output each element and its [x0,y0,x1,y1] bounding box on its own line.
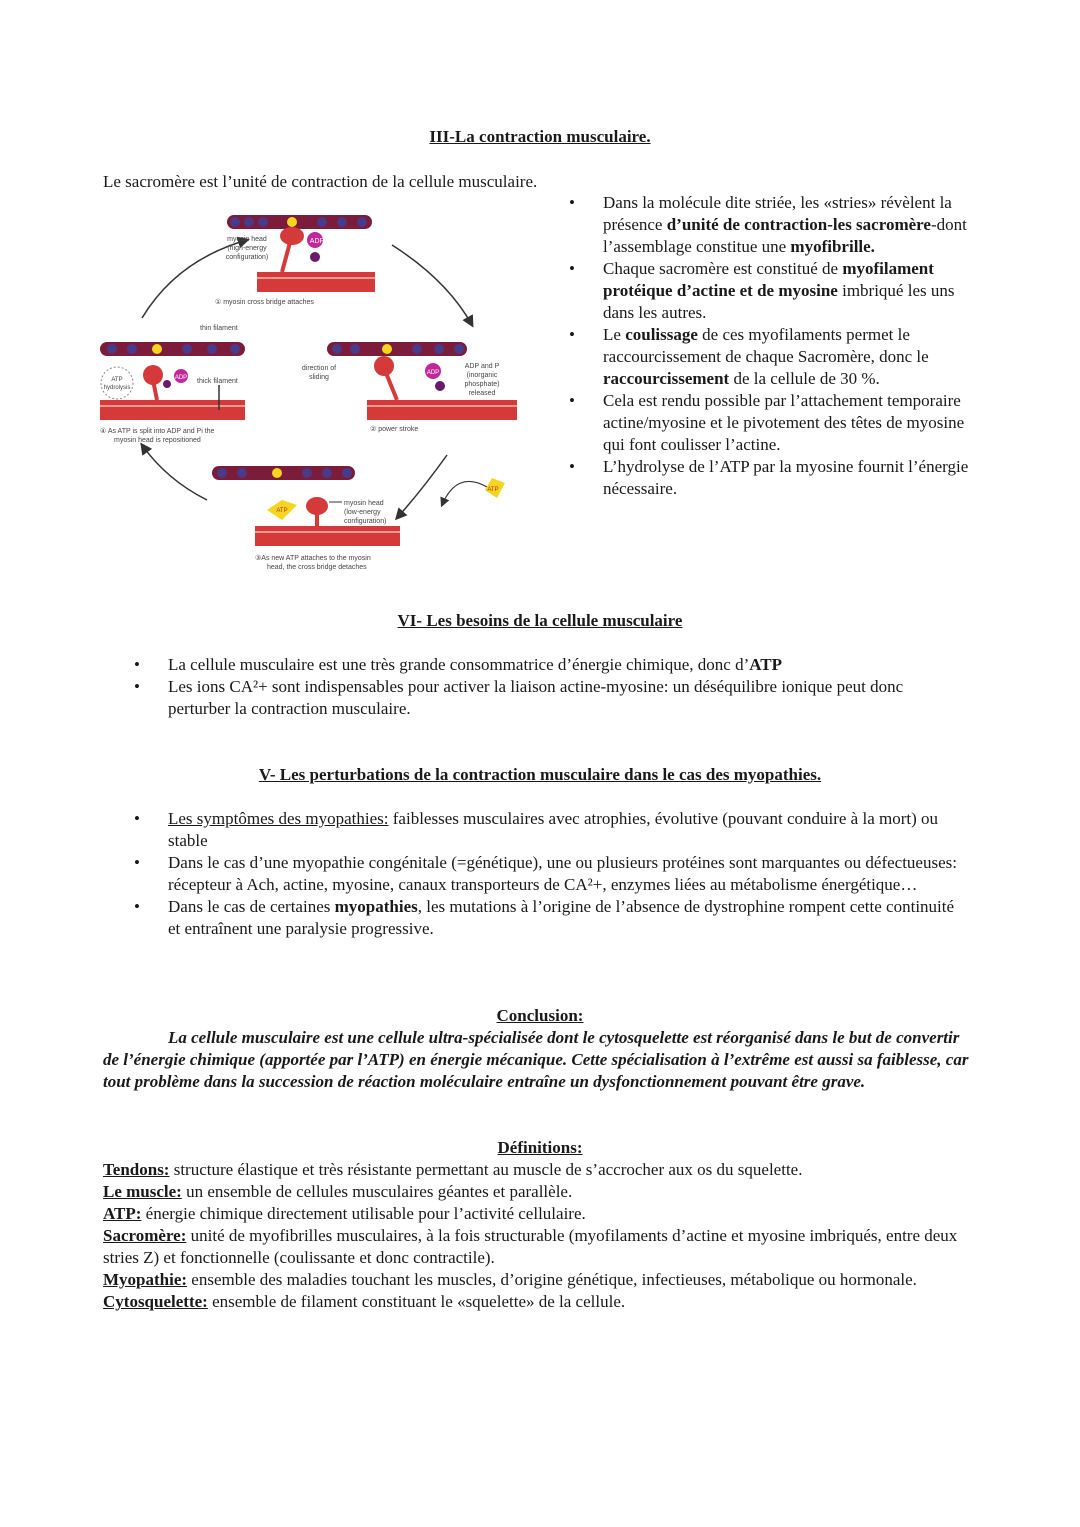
list-item: • Les ions CA²+ sont indispensables pour activer la liaison actine-myosine: un déséquilibre ionique peut donc perturber la contraction musculaire. [134,677,904,718]
list-item: • Dans le cas de certaines myopathies, les mutations à l’origine de l’absence de dystrophine rompent cette continuité et entraînent une paralysie progressive. [134,897,955,938]
definition-item: Le muscle: un ensemble de cellules musculaires géantes et parallèle. [103,1182,573,1201]
cross-bridge-cycle-diagram [97,200,537,580]
top-unit [215,215,375,306]
atp-arrow [442,481,487,505]
diagram-label: thick filament [197,378,238,385]
diagram-label: phosphate) [464,381,500,388]
left-unit [100,325,245,444]
definition-item: Tendons: structure élastique et très résistante permettant au muscle de s’accrocher aux os du squelette. [103,1160,803,1179]
diagram-label: (low-energy [344,509,381,516]
list-item: • La cellule musculaire est une très grande consommatrice d’énergie chimique, donc d’ATP [134,655,782,674]
adp-label: ADP [309,238,325,245]
conclusion-title: Conclusion: [496,1006,584,1025]
diagram-label: (high-energy [227,245,267,252]
diagram-label: ADP and P [464,363,500,370]
section6-bullets [134,654,968,720]
step3-label: head, the cross bridge detaches [267,564,367,571]
list-item: • Chaque sacromère est constitué de myofilament protéique d’actine et de myosine imbriqué les uns dans les autres. [569,259,955,322]
right-unit [327,342,517,433]
diagram-label: configuration) [344,518,387,525]
conclusion-text: La cellule musculaire est une cellule ultra-spécialisée dont le cytosquelette est réorganisé dans le but de convertir de l’énergie chimique (apportée par l’ATP) en énergie mécanique. Cette spécialisation à l’extrême est aussi sa faiblesse, car tout problème dans la succession de réaction moléculaire entraîne un dysfonctionnement pouvant être grave. [103,1028,969,1091]
step4-label: ④ As ATP is split into ADP and Pi the [100,428,215,435]
list-item: • Dans la molécule dite striée, les «stries» révèlent la présence d’unité de contraction-les sacromère-dont l’assemblage constitue une myofibrille. [569,193,967,256]
diagram-label: released [468,390,496,397]
diagram-label: (inorganic [466,372,498,379]
definitions-title: Définitions: [497,1138,583,1157]
section3-bullets [569,192,983,500]
atp-label: ATP [487,487,499,493]
definition-item: Sacromère: unité de myofibrilles musculaires, à la fois structurable (myofilaments d’actine et myosine imbriqués, entre deux stries Z) et fonctionnelle (coulissante et donc contractile). [103,1226,958,1267]
adp-label: ADP [174,375,188,381]
diagram-label: thin filament [200,325,238,332]
adp-label: ADP [426,370,440,376]
cycle-arrow [142,445,207,500]
list-item: • Les symptômes des myopathies: faiblesses musculaires avec atrophies, évolutive (pouvant conduire à la mort) ou stable [134,809,939,850]
diagram-label: hydrolysis [103,385,131,391]
atp-label: ATP [276,508,288,514]
section3-title: III-La contraction musculaire. [429,127,651,146]
diagram-label: sliding [309,374,329,381]
cycle-arrow [397,455,447,518]
step2-label: ② power stroke [370,426,419,433]
cycle-arrow [392,245,472,325]
section3-intro: Le sacromère est l’unité de contraction de la cellule musculaire. [103,172,538,191]
step3-label: ③As new ATP attaches to the myosin [255,555,371,562]
diagram-label: configuration) [225,254,269,261]
definition-item: Myopathie: ensemble des maladies touchant les muscles, d’origine génétique, infectieuses, métabolique ou hormonale. [103,1270,917,1289]
diagram-label: myosin head [227,236,267,243]
diagram-label: direction of [301,365,337,372]
list-item: • L’hydrolyse de l’ATP par la myosine fournit l’énergie nécessaire. [569,457,969,498]
list-item: • Le coulissage de ces myofilaments permet le raccourcissement de chaque Sacromère, donc le raccourcissement de la cellule de 30 %. [569,325,929,388]
section5-title: V- Les perturbations de la contraction musculaire dans le cas des myopathies. [258,765,822,784]
list-item: • Dans le cas d’une myopathie congénitale (=génétique), une ou plusieurs protéines sont marquantes ou défectueuses: récepteur à Ach, actine, myosine, canaux transporteurs de CA²+, enzymes liées au métabolisme énergétique… [134,853,957,894]
section5-bullets [134,808,968,940]
diagram-label: ATP [111,377,123,383]
definition-item: Cytosquelette: ensemble de filament constituant le «squelette» de la cellule. [103,1292,626,1311]
definitions-list [103,1159,983,1313]
diagram-label: myosin head [344,500,384,507]
bottom-unit [212,466,505,571]
step4-label: myosin head is repositioned [114,437,201,444]
list-item: • Cela est rendu possible par l’attachement temporaire actine/myosine et le pivotement des têtes de myosine qui font coulisser l’actine. [569,391,965,454]
step1-label: ① myosin cross bridge attaches [215,299,314,306]
definition-item: ATP: énergie chimique directement utilisable pour l’activité cellulaire. [103,1204,586,1223]
section6-title: VI- Les besoins de la cellule musculaire [397,611,683,630]
